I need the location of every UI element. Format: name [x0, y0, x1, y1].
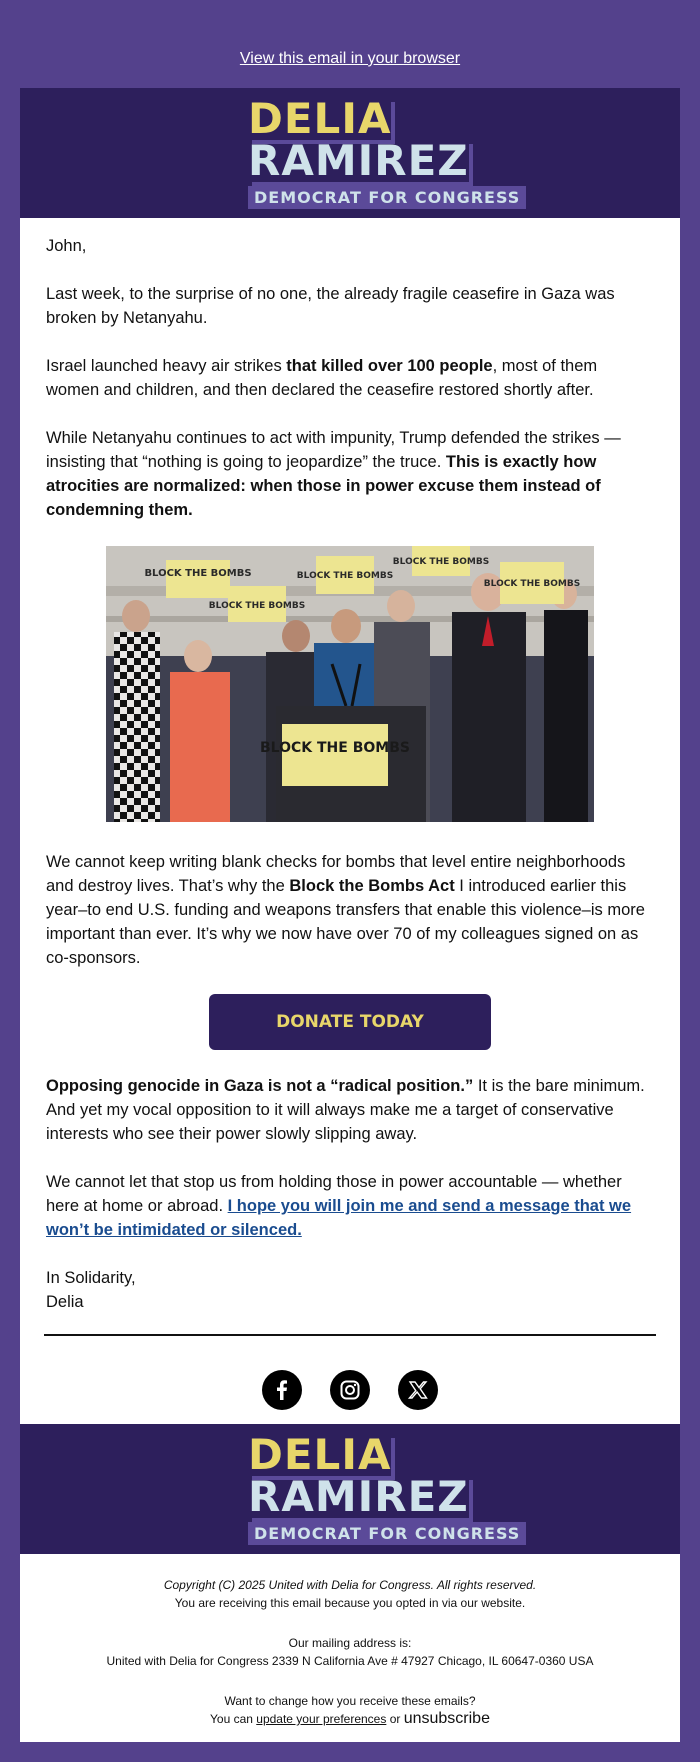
logo — [248, 94, 528, 209]
copyright: Copyright (C) 2025 United with Delia for Congress. All rights reserved. — [163, 1578, 537, 1592]
signoff — [46, 1266, 654, 1314]
sign-2: BLOCK THE BOMBS — [296, 571, 394, 581]
logo-line1: DELIA — [248, 94, 392, 143]
update-preferences-link[interactable]: update your preferences — [256, 1712, 387, 1726]
join-message-link[interactable]: I hope you will join me and send a message that we won’t be intimidated or silenced. — [46, 1197, 632, 1239]
p3-bold: This is exactly how atrocities are normalized: when those in power excuse them instead of condemning them. — [46, 453, 601, 519]
p4-text-end: I introduced earlier this year–to end U.S. funding and weapons transfers that enable this violence–is more important than ever. It’s why we now have over 70 of my colleagues signed on as co-sponsors. — [46, 877, 645, 967]
donate-button[interactable]: DONATE TODAY — [209, 994, 491, 1050]
top-bar — [0, 0, 700, 88]
paragraph-6 — [46, 1170, 654, 1242]
footer-logo — [248, 1430, 528, 1545]
unsubscribe-link[interactable]: unsubscribe — [403, 1710, 490, 1727]
paragraph-2 — [46, 354, 654, 402]
p6-text: We cannot let that stop us from holding those in power accountable — whether here at home or abroad. — [46, 1173, 622, 1215]
p5-bold: Opposing genocide in Gaza is not a “radical position.” — [46, 1077, 474, 1095]
paragraph-4 — [46, 850, 654, 970]
paragraph-5 — [46, 1074, 654, 1146]
footer-banner — [20, 1424, 680, 1554]
logo-line3: DEMOCRAT FOR CONGRESS — [248, 186, 526, 209]
header-banner — [20, 88, 680, 218]
email-body — [20, 218, 680, 1314]
x-icon — [408, 1380, 428, 1400]
sign-4: BLOCK THE BOMBS — [392, 557, 490, 567]
facebook-link[interactable] — [262, 1370, 302, 1410]
instagram-icon — [340, 1380, 360, 1400]
mailing-address: United with Delia for Congress 2339 N California Ave # 47927 Chicago, IL 60647-0360 USA — [106, 1654, 594, 1668]
footer-logo-line1: DELIA — [248, 1430, 392, 1479]
hero-photo — [106, 546, 594, 822]
p5-text: It is the bare minimum. And yet my vocal opposition to it will always make me a target of conservative interests who see their power slowly slipping away. — [46, 1077, 645, 1143]
sign-5: BLOCK THE BOMBS — [483, 579, 581, 589]
signoff-name: Delia — [46, 1293, 84, 1311]
footer-logo-line3: DEMOCRAT FOR CONGRESS — [248, 1522, 526, 1545]
x-link[interactable] — [398, 1370, 438, 1410]
opt-in-reason: You are receiving this email because you opted in via our website. — [174, 1596, 526, 1610]
footer-logo-line2: RAMIREZ — [248, 1472, 469, 1521]
email-card — [20, 88, 680, 1742]
change-question: Want to change how you receive these emails? — [224, 1694, 476, 1708]
p2-text: Israel launched heavy air strikes — [46, 357, 287, 375]
paragraph-3 — [46, 426, 654, 522]
p4-text: We cannot keep writing blank checks for bombs that level entire neighborhoods and destroy lives. That’s why the — [46, 853, 626, 895]
greeting: John, — [46, 237, 87, 255]
podium-sign: BLOCK THE BOMBS — [260, 740, 410, 756]
sign-1: BLOCK THE BOMBS — [144, 568, 252, 579]
cta-container — [46, 994, 654, 1050]
p2-text-end: , most of them women and children, and then declared the ceasefire restored shortly after. — [46, 357, 598, 399]
preferences-line — [40, 1710, 660, 1728]
view-in-browser-link[interactable]: View this email in your browser — [239, 50, 461, 67]
footer — [20, 1554, 680, 1742]
or-text: or — [386, 1712, 404, 1726]
facebook-icon — [272, 1380, 292, 1400]
p2-bold: that killed over 100 people — [286, 357, 493, 375]
social-links — [20, 1336, 680, 1424]
you-can-text: You can — [210, 1712, 257, 1726]
logo-line2: RAMIREZ — [248, 136, 469, 185]
p3-text: While Netanyahu continues to act with impunity, Trump defended the strikes — insisting that “nothing is going to jeopardize” the truce. — [46, 429, 621, 471]
hero-illustration — [106, 546, 594, 822]
sign-3: BLOCK THE BOMBS — [208, 601, 306, 611]
mailing-label: Our mailing address is: — [288, 1636, 412, 1650]
paragraph-1: Last week, to the surprise of no one, the already fragile ceasefire in Gaza was broken by Netanyahu. — [46, 285, 615, 327]
instagram-link[interactable] — [330, 1370, 370, 1410]
signoff-line1: In Solidarity, — [46, 1269, 136, 1287]
p4-bold: Block the Bombs Act — [289, 877, 455, 895]
